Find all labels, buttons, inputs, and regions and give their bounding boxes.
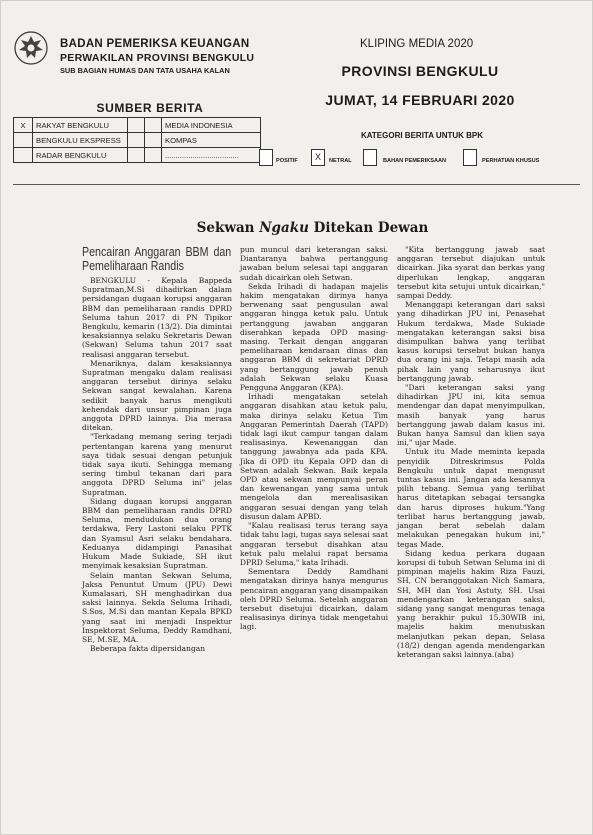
article-column-3 [397,245,545,659]
label-bahan-pemeriksaan: BAHAN PEMERIKSAAN [383,158,447,164]
article-subheadline: Pencairan Anggaran BBM dan Pemeliharaan Randis [82,244,232,273]
label-positif: POSITIF [276,158,298,164]
source-name: ................................... [162,148,261,163]
source-name: MEDIA INDONESIA [162,118,261,133]
sumber-berita-title: SUMBER BERITA [96,101,204,115]
paragraph: Menariknya, dalam kesaksiannya Supratman mengaku dalam realisasi anggaran tersebut dirinya selaku Sekwan sangat kewalahan. Karena sedikit banyak harus mengikuti kehendak dari unsur pimpinan juga anggota DPRD lainnya. Dia merasa ditekan. [82,358,232,433]
article-column-2 [240,245,388,632]
paragraph: Sementara Deddy Ramdhani mengatakan dirinya hanya mengurus pencairan anggaran yang disampaikan oleh DPRD Seluma. Setelah anggaran tersebut disetujui dicairkan, dalam realisasinya dirinya tidak mengetahui lagi. [240,567,388,632]
paragraph: BENGKULU - Kepala Bappeda Supratman,M.Si dihadirkan dalam persidangan dugaan korupsi anggaran BBM dan pemeliharaan randis DPRD Seluma tahun 2017 di PN Tipikor Bengkulu, kemarin (13/2). Dia dimintai kesaksiannya selaku Sekretaris Dewan (Sekwan) Seluma tahun 2017 saat realisasi anggaran tersebut. [82,276,232,359]
clip-date: JUMAT, 14 FEBRUARI 2020 [325,92,515,108]
checkbox-netral: X [311,149,325,166]
paragraph: Sidang kedua perkara dugaan korupsi di tubuh Setwan Seluma ini di pimpinan majelis hakim Riza Fauzi, SH, CN beranggotakan Nich Samara, SH, MH dan Yosi Astuty, SH. Usai mendengarkan keterangan saksi, sidang yang sangat menguras tenaga yang berakhir pukul 15.30WIB ini, majelis hakim menutuskan melanjutkan pekan depan, Selasa (18/2) dengan agenda mendengarkan keterangan saksi lainnya.(aba) [397,548,545,659]
paragraph: Sekda Irihadi di hadapan majelis hakim mengatakan dirinya hanya berwenang saat pengusulan awal anggaran hingga ketuk palu. Untuk pertanggung jawaban anggaran diserahkan kepada OPD masing-masing. Terkait dengan anggaran pemeliharaan kendaraan dinas dan anggaran BBM di sekretariat DPRD yang bertanggung jawab penuh adalah Sekwan selaku Kuasa Pengguna Anggaran (KPA). [240,281,388,393]
checkbox-bahan-pemeriksaan [363,149,377,166]
paragraph: "Dari keterangan saksi yang dihadirkan JPU ini, kita semua mendengar dan dapat menyimpulkan, masih banyak yang harus bertanggung jawab dalam kasus ini. Bukan hanya Samsul dan klien saya ini," ujar Made. [397,383,545,448]
paragraph: "Terkadang memang sering terjadi pertentangan karena yang menurut saya tidak sesuai dengan petunjuk tidak saya ikuti. Sehingga memang sering timbul tekanan dari para anggota DPRD Seluma ini" jelas Supratman. [82,432,232,497]
table-row [14,148,261,163]
paragraph: Untuk itu Made meminta kepada penyidik Ditreskrimsus Polda Bengkulu untuk dapat mengusut tuntas kasus ini. Jangan ada kesannya pilih tebang. Semua yang terlibat harus ditetapkan sebagai tersangka dan harus diproses hukum."Yang terlibat harus bertanggung jawab, jangan berat sebelah dalam melakukan penegakan hukum ini," tegas Made. [397,447,545,549]
province-title: PROVINSI BENGKULU [341,63,499,79]
paragraph: "Kita bertanggung jawab saat anggaran tersebut diajukan untuk dicairkan. Jika syarat dan berkas yang diperlukan lengkap, anggaran tersebut kita setujui untuk dicairkan," sampai Deddy. [397,245,545,301]
article-headline: Sekwan Ngaku Ditekan Dewan [196,220,429,236]
paragraph: Sidang dugaan korupsi anggaran BBM dan pemeliharaan randis DPRD Seluma, mendudukan dua orang terdakwa, Fery Lastoni selaku PPTK dan Syamsul Asri selaku bendahara. Keduanya didampingi Panasihat Hukum Made Sukiade, SH ikut menyimak kesaksian Supratman. [82,496,232,571]
paragraph: pun muncul dari keterangan saksi. Diantaranya bahwa pertanggung jawaban belum selesai tapi anggaran sudah dicairkan oleh Setwan. [240,245,388,282]
article-clipping [80,245,545,708]
source-name: BENGKULU EKSPRESS [33,133,128,148]
header-divider [13,184,580,185]
paragraph: Beberapa fakta dipersidangan [90,644,206,654]
checkbox-positif [259,149,273,166]
source-name: KOMPAS [162,133,261,148]
source-name: RADAR BENGKULU [33,148,128,163]
sumber-berita-table [13,117,261,163]
check-cell [14,148,33,163]
paragraph: Menanggapi keterangan dari saksi yang dihadirkan JPU ini, Penasehat Hukum terdakwa, Made Sukiade mengatakan keterangan saksi bisa disimpulkan bahwa yang terlibat kasus korupsi tersebut bukan hanya dua orang ini saja. Tetapi masih ada pihak lain yang seharusnya ikut bertanggung jawab. [397,300,545,383]
check-cell [14,133,33,148]
check-cell: X [14,118,33,133]
source-name: RAKYAT BENGKULU [33,118,128,133]
checkbox-perhatian-khusus [463,149,477,166]
kategori-title: KATEGORI BERITA UNTUK BPK [360,131,484,140]
paragraph: "Kalau realisasi terus terang saya tidak tahu lagi, tugas saya selesai saat anggaran tersebut disahkan atau ketuk palu melalui rapat bersama DPRD Seluma," kata Irihadi. [240,521,388,567]
label-perhatian-khusus: PERHATIAN KHUSUS [482,158,540,164]
paragraph: Selain mantan Sekwan Seluma, Jaksa Penuntut Umum (JPU) Dewi Kumalasari, SH menghadirkan dua saksi lainnya. Sekda Seluma Irihadi, S.Sos, M.Si dan mantan Kepala BPKD yang saat ini menjadi Inspektur Inspektorat Seluma, Deddy Ramdhani, SE, M.SE, MA. [82,570,232,644]
table-row [14,133,261,148]
label-netral: NETRAL [329,158,352,164]
paragraph: Irihadi mengatakan setelah anggaran disahkan atau ketuk palu, maka dirinya selaku Ketua Tim Anggaran Pemerintah Daerah (TAPD) tidak lagi ikut campur tangan dalam realisasinya. Kewenanggan dan tanggung jawabnya ada pada KPA. Jika di OPD itu Kepala OPD dan di Setwan adalah Sekwan. Baik kepala OPD atau sekwan mempunyai peran dan kewenangan yang sama untuk mengelola dan merealisasikan anggaran sesuai dengan yang telah disusun dalam APBD. [240,392,388,521]
org-division: SUB BAGIAN HUMAS DAN TATA USAHA KALAN [60,66,230,75]
org-office: PERWAKILAN PROVINSI BENGKULU [60,52,255,64]
article-column-1 [82,245,232,653]
table-row [14,118,261,133]
garuda-emblem-icon [13,30,49,66]
org-name: BADAN PEMERIKSA KEUANGAN [60,38,250,50]
kliping-title: KLIPING MEDIA 2020 [360,38,474,50]
